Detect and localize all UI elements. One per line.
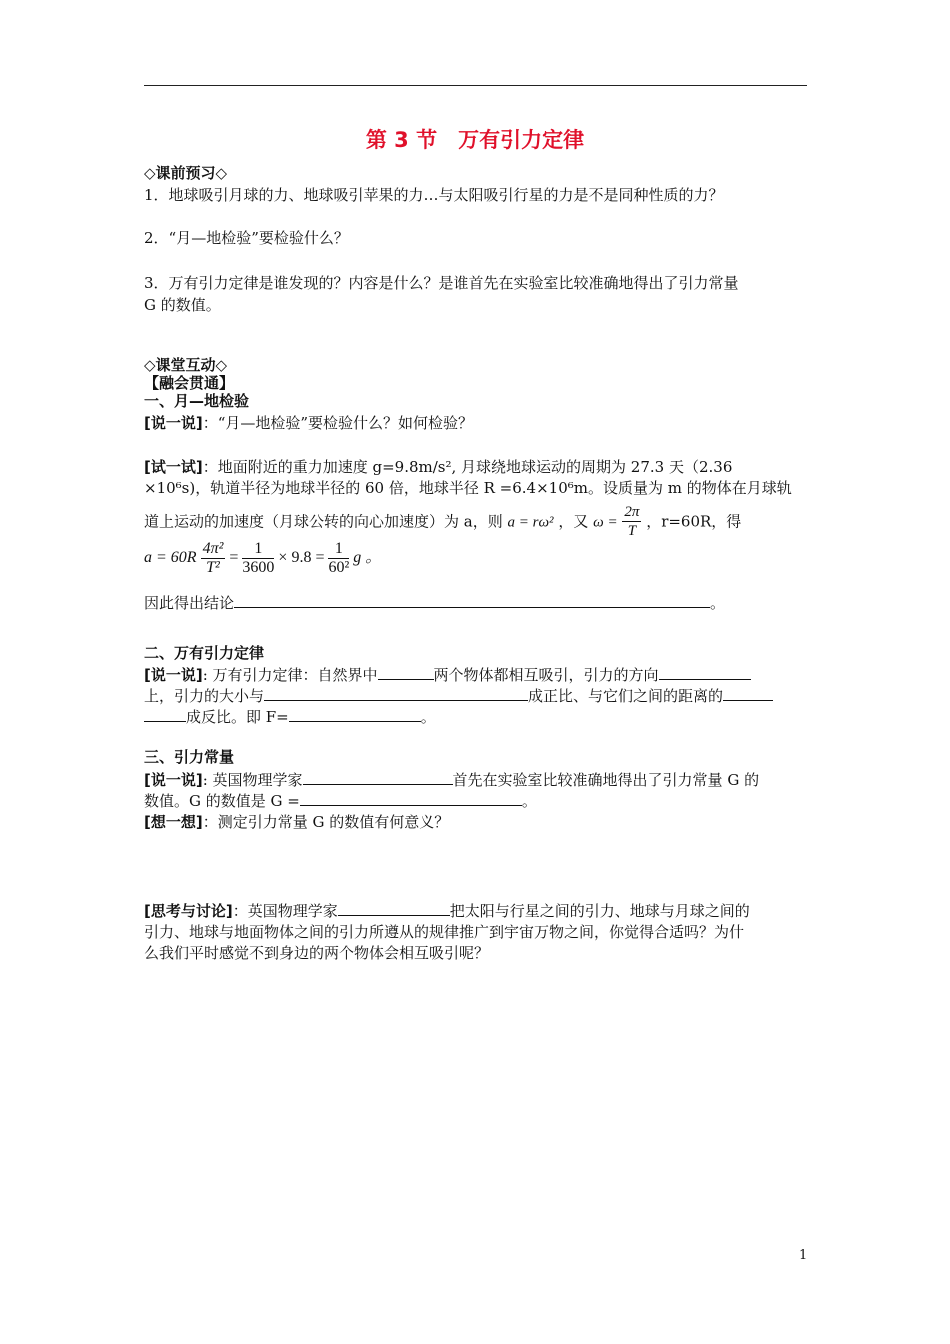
omega-denominator: T [627,523,637,539]
omega-numerator: 2π [624,504,640,520]
try-line-2: ×10⁶s)，轨道半径为地球半径的 60 倍，地球半径 R =6.4×10⁶m。设质量为 m 的物体在月球轨 [144,479,792,497]
think-tag: [想一想] [144,813,203,831]
say-tag: [说一说] [144,414,203,432]
section3-title: 三、引力常量 [144,748,235,766]
section3-text-2b: 。 [521,792,537,810]
try-text-1: ：地面附近的重力加速度 g=9.8m/s², 月球绕地球运动的周期为 27.3 天（2.36 [202,458,733,476]
blank-physicist[interactable] [303,770,453,785]
formula2-eq: = [229,549,239,567]
formula2-f2-den: 3600 [242,559,275,576]
discuss-text-1a: ：英国物理学家 [232,902,338,920]
section1-say-line [144,412,473,433]
discuss-tag: [思考与讨论] [144,902,233,920]
try-tag: [试一试] [144,458,203,476]
section2-say-tag: [说一说] [144,666,203,684]
preview-question-3-line1: 3．万有引力定律是谁发现的？内容是什么？是谁首先在实验室比较准确地得出了引力常量 [144,274,739,292]
formula2-f1-num: 4π² [202,540,224,557]
blank-formula-f[interactable] [289,707,421,722]
blank-mass-2[interactable] [396,686,528,701]
formula2-fraction-1 [201,540,226,577]
blank-distance-2[interactable] [144,707,186,722]
conclusion-blank[interactable] [234,593,710,608]
formula-acceleration: a = rω² [507,514,554,531]
formula2-f2-num: 1 [242,540,274,559]
section2-text-1b: 两个物体都相互吸引，引力的方向 [433,666,659,684]
try-text-3c: ，r=60R，得 [646,512,742,531]
formula2-f3-den: 60² [328,559,350,576]
formula2-f1-den: T² [206,559,220,576]
try-line-3 [144,504,741,541]
discuss-line-2: 引力、地球与地面物体之间的引力所遵从的规律推广到宇宙万物之间，你觉得合适吗？为什 [144,923,745,941]
formula2-mid: × 9.8 = [278,549,325,567]
try-line-1 [144,456,732,477]
section1-title: 一、月—地检验 [144,392,250,410]
section3-text-2a: 数值。G 的数值是 G = [144,792,300,810]
section3-text-1b: 首先在实验室比较准确地得出了引力常量 G 的 [452,771,760,789]
discuss-line-1 [144,900,750,921]
blank-distance-1[interactable] [723,686,773,701]
discuss-text-1b: 把太阳与行星之间的引力、地球与月球之间的 [449,902,750,920]
section2-title: 二、万有引力定律 [144,644,265,662]
think-text: ：测定引力常量 G 的数值有何意义？ [202,813,450,831]
section3-say-tag: [说一说] [144,771,203,789]
section3-think-line [144,811,449,832]
preview-question-2: 2．“月—地检验”要检验什么？ [144,229,349,247]
blank-discuss-physicist[interactable] [338,901,450,916]
conclusion-line [144,592,725,613]
try-text-3b: ，又 [558,512,589,531]
page-title: 第 3 节 万有引力定律 [365,128,585,152]
header-rule [144,85,807,86]
formula2-end: g 。 [353,549,382,567]
try-text-3a: 道上运动的加速度（月球公转的向心加速度）为 a，则 [144,512,503,531]
section3-text-1a: : 英国物理学家 [202,771,303,789]
blank-which-objects[interactable] [378,665,434,680]
classroom-heading: ◇课堂互动◇ [144,356,228,374]
formula2-f3-num: 1 [328,540,349,559]
formula-omega-left: ω = [593,514,618,531]
conclusion-end: 。 [710,594,726,612]
blank-mass-1[interactable] [264,686,396,701]
say-text: ：“月—地检验”要检验什么？如何检验？ [202,414,474,432]
section2-text-3a: 成反比。即 F= [186,708,289,726]
formula-omega-fraction [622,503,641,540]
section2-text-3b: 。 [420,708,436,726]
section2-line-3 [144,706,436,727]
section2-text-1a: : 万有引力定律：自然界中 [202,666,378,684]
formula2-fraction-2 [242,540,274,577]
section3-line-1 [144,769,759,790]
blank-force-direction[interactable] [659,665,751,680]
discuss-line-3: 么我们平时感觉不到身边的两个物体会相互吸引呢？ [144,944,490,962]
preview-question-3-line2: G 的数值。 [144,296,221,314]
section2-line-1 [144,664,751,685]
preview-heading: ◇课前预习◇ [144,164,228,182]
preview-question-1: 1．地球吸引月球的力、地球吸引苹果的力…与太阳吸引行星的力是不是同种性质的力？ [144,186,724,204]
blank-g-value[interactable] [300,791,522,806]
conclusion-label: 因此得出结论 [144,594,235,612]
section2-text-2b: 成正比、与它们之间的距离的 [528,687,724,705]
section2-text-2a: 上，引力的大小与 [144,687,265,705]
formula-result [144,540,381,577]
page-number: 1 [799,1248,808,1263]
classroom-subheading: 【融会贯通】 [144,374,235,392]
formula2-left: a = 60R [144,549,197,567]
section2-line-2 [144,685,773,706]
formula2-fraction-3 [328,540,349,577]
section3-line-2 [144,790,537,811]
